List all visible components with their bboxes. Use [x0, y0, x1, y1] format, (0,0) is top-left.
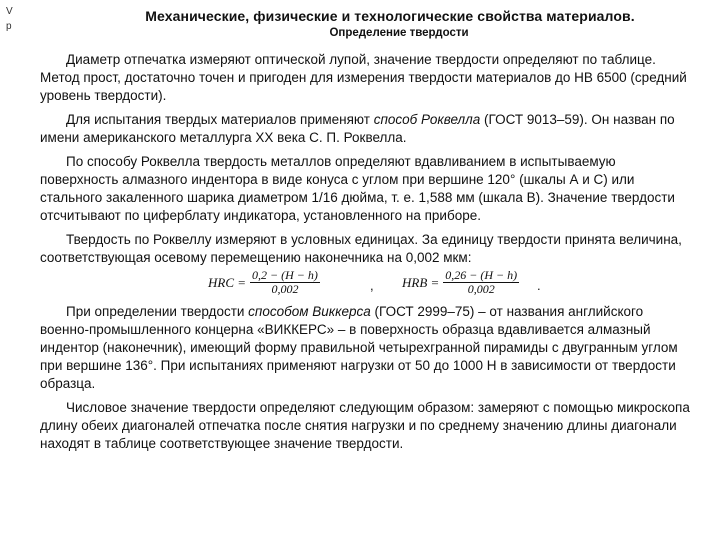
formula-hrb	[402, 269, 519, 296]
formula-hrb-fraction	[443, 269, 519, 296]
formula-hrc	[208, 269, 320, 296]
paragraph-text: (ГОСТ 2999–75) – от названия английского военно-промышленного концерна «ВИККЕРС» – в поверхность образца вдавливается алмазный индентор (наконечник), имеющий форму правильной четырехгранной пирамиды с двугранным углом при вершине 136°. При испытаниях применяют нагрузки от 50 до 1000 Н в зависимости от твердости образца.	[40, 304, 678, 391]
paragraph-vickers-value: Числовое значение твердости определяют следующим образом: замеряют с помощью микроскопа длину обеих диагоналей отпечатка после снятия нагрузки и по среднему значению длины диагонали находят в таблице соответствующее значение твердости.	[40, 400, 690, 451]
paragraph-text: Для испытания твердых материалов применяют	[66, 112, 374, 127]
emphasis-term: способ Роквелла	[373, 112, 481, 127]
formula-hrc-denominator: 0,002	[271, 282, 299, 296]
paragraph-text: При определении твердости	[66, 304, 249, 319]
document-body	[40, 51, 690, 459]
corner-mark-top: V	[6, 6, 13, 17]
page-subtitle: Определение твердости	[329, 27, 469, 39]
formula-hrc-lhs: HRC =	[208, 274, 247, 290]
page-title: Механические, физические и технологические свойства материалов.	[145, 8, 635, 24]
paragraph-rockwell-intro	[40, 111, 690, 147]
formula-hrb-numerator: 0,26 − (H − h)	[445, 268, 518, 282]
paragraph-rockwell-units: Твердость по Роквеллу измеряют в условных единицах. За единицу твердости принята величина, соответствующая осевому перемещению наконечника на 0,002 мкм:	[40, 232, 682, 265]
corner-mark-bottom: p	[6, 21, 12, 32]
paragraph-brinell-measurement: Диаметр отпечатка измеряют оптической лупой, значение твердости определяют по таблице. Метод прост, достаточно точен и пригоден для измерения твердости материалов до НВ 6500 (средний уровень твердости).	[40, 52, 687, 103]
formula-row	[40, 269, 690, 297]
paragraph-text: (ГОСТ 9013–59). Он назван по имени американского металлурга ХХ века С. П. Роквелла.	[40, 112, 675, 145]
formula-separator-period: .	[537, 278, 541, 293]
formula-hrc-fraction	[250, 269, 320, 296]
formula-hrb-lhs: HRB =	[402, 274, 440, 290]
paragraph-rockwell-method: По способу Роквелла твердость металлов определяют вдавливанием в испытываемую поверхность алмазного индентора в виде конуса с углом при вершине 120° (шкалы А и С) или стального закаленного шарика диаметром 1/16 дюйма, т. е. 1,588 мм (шкала В). Значение твердости отсчитывают по циферблату индикатора, установленного на приборе.	[40, 154, 675, 223]
formula-hrb-denominator: 0,002	[467, 282, 495, 296]
formula-separator-comma: ,	[370, 278, 374, 293]
formula-hrc-numerator: 0,2 − (H − h)	[252, 268, 318, 282]
emphasis-term: способом Виккерса	[248, 304, 371, 319]
paragraph-vickers-method	[40, 303, 690, 393]
